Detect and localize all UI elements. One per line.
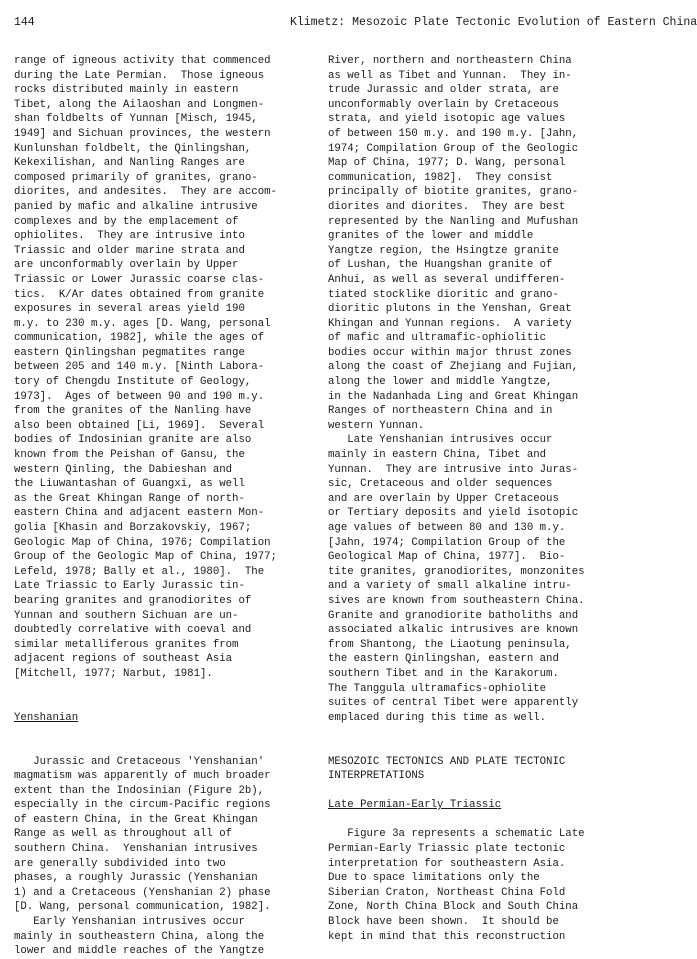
text-line: mainly in southeastern China, along the [14,930,265,943]
text-line: kept in mind that this reconstruction [328,930,566,943]
text-line: and a variety of small alkaline intru- [328,580,572,593]
text-line: strata, and yield isotopic age values [328,113,566,126]
text-line: Kekexilishan, and Nanling Ranges are [14,157,245,170]
text-line: Triassic or Lower Jurassic coarse clas- [14,273,265,286]
text-line: are unconformably overlain by Upper [14,259,239,272]
text-line: Jurassic and Cretaceous 'Yenshanian' [14,755,265,768]
text-line: [Mitchell, 1977; Narbut, 1981]. [14,667,213,680]
text-line: from the granites of the Nanling have [14,405,252,418]
paragraph-yenshanian-magmatism [14,755,312,959]
text-line: similar metalliferous granites from [14,638,239,651]
text-line: western Qinling, the Dabieshan and [14,463,233,476]
text-line: Map of China, 1977; D. Wang, personal [328,157,566,170]
text-line: of between 150 m.y. and 190 m.y. [Jahn, [328,127,579,140]
text-line: of mafic and ultramafic-ophiolitic [328,332,547,345]
text-line: Geologic Map of China, 1976; Compilation [14,536,271,549]
text-line: MESOZOIC TECTONICS AND PLATE TECTONIC [328,755,566,768]
text-line: southern Tibet and in the Karakorum. [328,667,559,680]
text-line: Zone, North China Block and South China [328,901,579,914]
text-line: Late Triassic to Early Jurassic tin- [14,580,245,593]
text-line: Triassic and older marine strata and [14,244,245,257]
page-number: 144 [14,16,35,29]
text-line: communication, 1982]. They consist [328,171,553,184]
left-column [14,54,312,959]
text-line: or Tertiary deposits and yield isotopic [328,507,579,520]
text-line: doubtedly correlative with coeval and [14,624,252,637]
text-line: along the lower and middle Yangtze, [328,376,553,389]
text-line: are generally subdivided into two [14,857,226,870]
text-line: ophiolites. They are intrusive into [14,230,245,243]
text-line: dioritic plutons in the Yenshan, Great [328,303,572,316]
text-line: diorites, and andesites. They are accom- [14,186,277,199]
text-line: sic, Cretaceous and older sequences [328,478,553,491]
text-line: 1973]. Ages of between 90 and 190 m.y. [14,390,265,403]
text-line: Late Yenshanian intrusives occur [328,434,553,447]
text-line: magmatism was apparently of much broader [14,770,271,783]
text-line: granites of the lower and middle [328,230,534,243]
text-line: Kunlunshan foldbelt, the Qinlingshan, [14,142,252,155]
text-line: associated alkalic intrusives are known [328,624,579,637]
text-line: especially in the circum-Pacific regions [14,799,271,812]
paragraph-igneous-activity [14,54,312,682]
text-line: Tibet, along the Ailaoshan and Longmen- [14,98,265,111]
text-line: Block have been shown. It should be [328,916,559,929]
text-line: eastern Qinlingshan pegmatites range [14,346,245,359]
text-line: age values of between 80 and 130 m.y. [328,522,566,534]
text-line: sives are known from southeastern China. [328,594,585,607]
text-line: Lefeld, 1978; Bally et al., 1980]. The [14,565,265,578]
text-line: Range as well as throughout all of [14,828,233,841]
section-heading-mesozoic-tectonics [328,755,626,784]
paragraph-figure-3a [328,827,626,944]
text-line: golia [Khasin and Borzakovskiy, 1967; [14,522,252,534]
text-line: from Shantong, the Liaotung peninsula, [328,638,572,651]
text-line: bearing granites and granodiorites of [14,594,252,607]
text-line: Granite and granodiorite batholiths and [328,609,579,622]
text-line: Khingan and Yunnan regions. A variety [328,317,572,330]
text-line: [D. Wang, personal communication, 1982]. [14,901,271,914]
text-line: Yangtze region, the Hsingtze granite [328,244,559,257]
text-line: phases, a roughly Jurassic (Yenshanian [14,872,258,885]
text-line: as well as Tibet and Yunnan. They in- [328,69,572,82]
text-line: western Yunnan. [328,419,425,432]
text-line: Geological Map of China, 1977]. Bio- [328,551,566,564]
subheading-late-permian-early-triassic: Late Permian-Early Triassic [328,799,502,812]
text-line: during the Late Permian. Those igneous [14,69,265,82]
text-line: Early Yenshanian intrusives occur [14,916,245,929]
text-line: also been obtained [Li, 1969]. Several [14,419,265,432]
text-line: suites of central Tibet were apparently [328,697,579,710]
text-line: bodies occur within major thrust zones [328,346,572,359]
text-line: exposures in several areas yield 190 [14,303,245,316]
text-line: tory of Chengdu Institute of Geology, [14,376,252,389]
text-line: communication, 1982], while the ages of [14,332,265,345]
text-line: Due to space limitations only the [328,872,540,885]
text-line: tite granites, granodiorites, monzonites [328,565,585,578]
text-line: diorites and diorites. They are best [328,200,566,213]
text-line: between 205 and 140 m.y. [Ninth Labora- [14,361,265,374]
text-line: River, northern and northeastern China [328,55,572,67]
text-line: INTERPRETATIONS [328,770,425,783]
text-line: shan foldbelts of Yunnan [Misch, 1945, [14,113,258,126]
text-line: in the Nadanhada Ling and Great Khingan [328,390,579,403]
text-line: trude Jurassic and older strata, are [328,84,559,97]
text-line: 1949] and Sichuan provinces, the western [14,127,271,140]
text-line: Yunnan and southern Sichuan are un- [14,609,239,622]
text-line: the eastern Qinlingshan, eastern and [328,653,559,666]
text-line: adjacent regions of southeast Asia [14,653,233,666]
text-line: Figure 3a represents a schematic Late [328,828,585,841]
text-line: known from the Peishan of Gansu, the [14,449,245,462]
text-line: and are overlain by Upper Cretaceous [328,492,559,505]
running-head: Klimetz: Mesozoic Plate Tectonic Evolution of Eastern China [290,16,697,29]
paragraph-early-late-yenshanian [328,54,626,725]
text-line: unconformably overlain by Cretaceous [328,98,559,111]
text-line: bodies of Indosinian granite are also [14,434,252,447]
text-line: principally of biotite granites, grano- [328,186,579,199]
text-line: 1974; Compilation Group of the Geologic [328,142,579,155]
text-line: [Jahn, 1974; Compilation Group of the [328,536,566,549]
text-line: extent than the Indosinian (Figure 2b), [14,784,265,797]
text-line: m.y. to 230 m.y. ages [D. Wang, personal [14,317,271,330]
text-line: mainly in eastern China, Tibet and [328,449,547,462]
text-line: range of igneous activity that commenced [14,55,271,67]
text-line: rocks distributed mainly in eastern [14,84,239,97]
text-line: Permian-Early Triassic plate tectonic [328,843,566,856]
text-line: represented by the Nanling and Mufushan [328,215,579,228]
text-line: as the Great Khingan Range of north- [14,492,245,505]
text-line: lower and middle reaches of the Yangtze [14,945,265,958]
text-line: the Liuwantashan of Guangxi, as well [14,478,245,491]
text-line: of Lushan, the Huangshan granite of [328,259,553,272]
text-line: Siberian Craton, Northeast China Fold [328,886,566,899]
text-line: panied by mafic and alkaline intrusive [14,200,258,213]
text-line: along the coast of Zhejiang and Fujian, [328,361,579,374]
text-line: composed primarily of granites, grano- [14,171,258,184]
text-line: emplaced during this time as well. [328,711,547,724]
text-line: interpretation for southeastern Asia. [328,857,566,870]
text-line: southern China. Yenshanian intrusives [14,843,258,856]
text-line: of eastern China, in the Great Khingan [14,813,258,826]
text-line: complexes and by the emplacement of [14,215,239,228]
text-line: eastern China and adjacent eastern Mon- [14,507,265,520]
text-line: Group of the Geologic Map of China, 1977; [14,551,277,564]
text-line: tiated stocklike dioritic and grano- [328,288,559,301]
section-heading-yenshanian: Yenshanian [14,711,79,724]
text-line: Anhui, as well as several undifferen- [328,273,566,286]
text-line: tics. K/Ar dates obtained from granite [14,288,265,301]
text-line: Yunnan. They are intrusive into Juras- [328,463,579,476]
text-line: The Tanggula ultramafics-ophiolite [328,682,547,695]
text-line: 1) and a Cretaceous (Yenshanian 2) phase [14,886,271,899]
text-line: Ranges of northeastern China and in [328,405,553,418]
right-column [328,54,626,944]
